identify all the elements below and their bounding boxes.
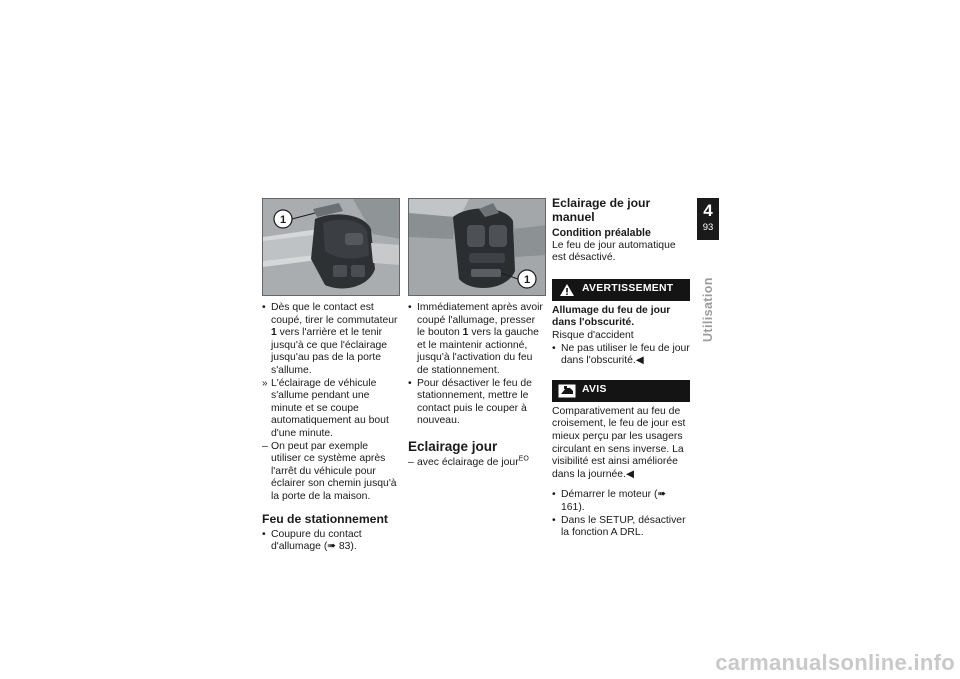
dash-marker: – (262, 440, 268, 452)
prerequisite-text: Le feu de jour automatique est désactivé. (552, 239, 676, 264)
notice-banner (552, 380, 690, 402)
chapter-number: 4 (703, 201, 713, 220)
list-item-text: avec éclairage de jour (417, 456, 519, 468)
notice-hand-icon (556, 384, 578, 398)
column-right (552, 196, 690, 540)
handlebar-switch-photo-left (262, 198, 400, 296)
list-item (552, 489, 690, 514)
bullet-marker: • (552, 514, 556, 526)
section-title-parking-light: Feu de stationnement (262, 511, 388, 526)
section-title-manual-daylight: Eclairage de jour manuel (552, 196, 651, 224)
bullet-marker: • (552, 342, 556, 354)
list-item-text: Immédiatement après avoir coupé l'allumage, presser le bouton (417, 302, 543, 339)
bullet-marker: • (408, 377, 412, 389)
dash-marker: – (408, 456, 414, 468)
notice-label: AVIS (582, 384, 607, 396)
watermark-text: carmanualsonline.info (715, 650, 955, 675)
list-item (552, 515, 690, 540)
section-name-vertical: Utilisation (701, 277, 715, 342)
result-marker: » (262, 377, 268, 389)
list-item (262, 529, 400, 554)
list-item (408, 302, 546, 378)
page-number: 93 (702, 222, 714, 233)
list-item-text: Ne pas utiliser le feu de jour dans l'obscurité.◀ (561, 342, 690, 367)
list-item-text: Dès que le contact est coupé, tirer le commutateur (271, 302, 398, 326)
list-item-text: L'éclairage de véhicule s'allume pendant une minute et se coupe automatiquement au bout d'une minute. (271, 377, 389, 439)
warning-triangle-icon (556, 283, 578, 297)
list-item-text: Dans le SETUP, désactiver la fonction A DRL. (561, 514, 686, 539)
warning-label: AVERTISSEMENT (582, 283, 674, 295)
handlebar-left-illustration (263, 199, 400, 296)
bullet-marker: • (262, 528, 266, 540)
list-item-note (262, 441, 400, 504)
list-item (408, 378, 546, 428)
column-middle (408, 198, 546, 470)
list-item (552, 343, 690, 368)
column-left (262, 198, 400, 554)
bullet-marker: • (262, 302, 266, 313)
list-item-note (408, 457, 546, 470)
list-item-text: Démarrer le moteur (➠ 161). (561, 489, 667, 513)
callout-ref: 1 (462, 327, 469, 339)
list-item-text: Pour désactiver le feu de stationnement, mettre le contact puis le couper à nouveau. (417, 377, 532, 427)
bullet-marker: • (408, 302, 412, 313)
warning-banner (552, 279, 690, 301)
callout-ref: 1 (271, 327, 277, 339)
option-code: EO (518, 455, 529, 463)
warning-risk: Risque d'accident (552, 329, 634, 341)
photo-callout-1: 1 (279, 214, 287, 226)
bullet-marker: • (552, 489, 556, 501)
handlebar-switch-photo-right (408, 198, 546, 296)
section-title-daylight: Eclairage jour (408, 438, 498, 454)
list-item-text: On peut par exemple utiliser ce système après l'arrêt du véhicule pour éclairer son chemin jusqu'à la porte de la maison. (271, 440, 397, 502)
chapter-tab (697, 198, 719, 240)
handlebar-right-illustration (409, 199, 546, 296)
prerequisite-heading: Condition préalable (552, 227, 651, 239)
list-item-text: Coupure du contact d'allumage (➠ 83). (271, 528, 362, 553)
notice-text: Comparativement au feu de croisement, le feu de jour est mieux perçu par les usagers circulant en sens inverse. La visibilité est ainsi améliorée dans la journée.◀ (552, 405, 686, 480)
warning-title: Allumage du feu de jour dans l'obscurité. (552, 304, 671, 329)
list-item-result (262, 378, 400, 441)
list-item (262, 302, 400, 378)
photo-callout-1: 1 (523, 274, 531, 286)
list-item-text: vers l'arrière et le tenir jusqu'à ce que l'éclairage jusqu'au pas de la porte s'allume. (271, 327, 388, 376)
list-item-text: vers la gauche et le maintenir actionné, jusqu'à l'activation du feu de stationnement. (417, 327, 539, 376)
